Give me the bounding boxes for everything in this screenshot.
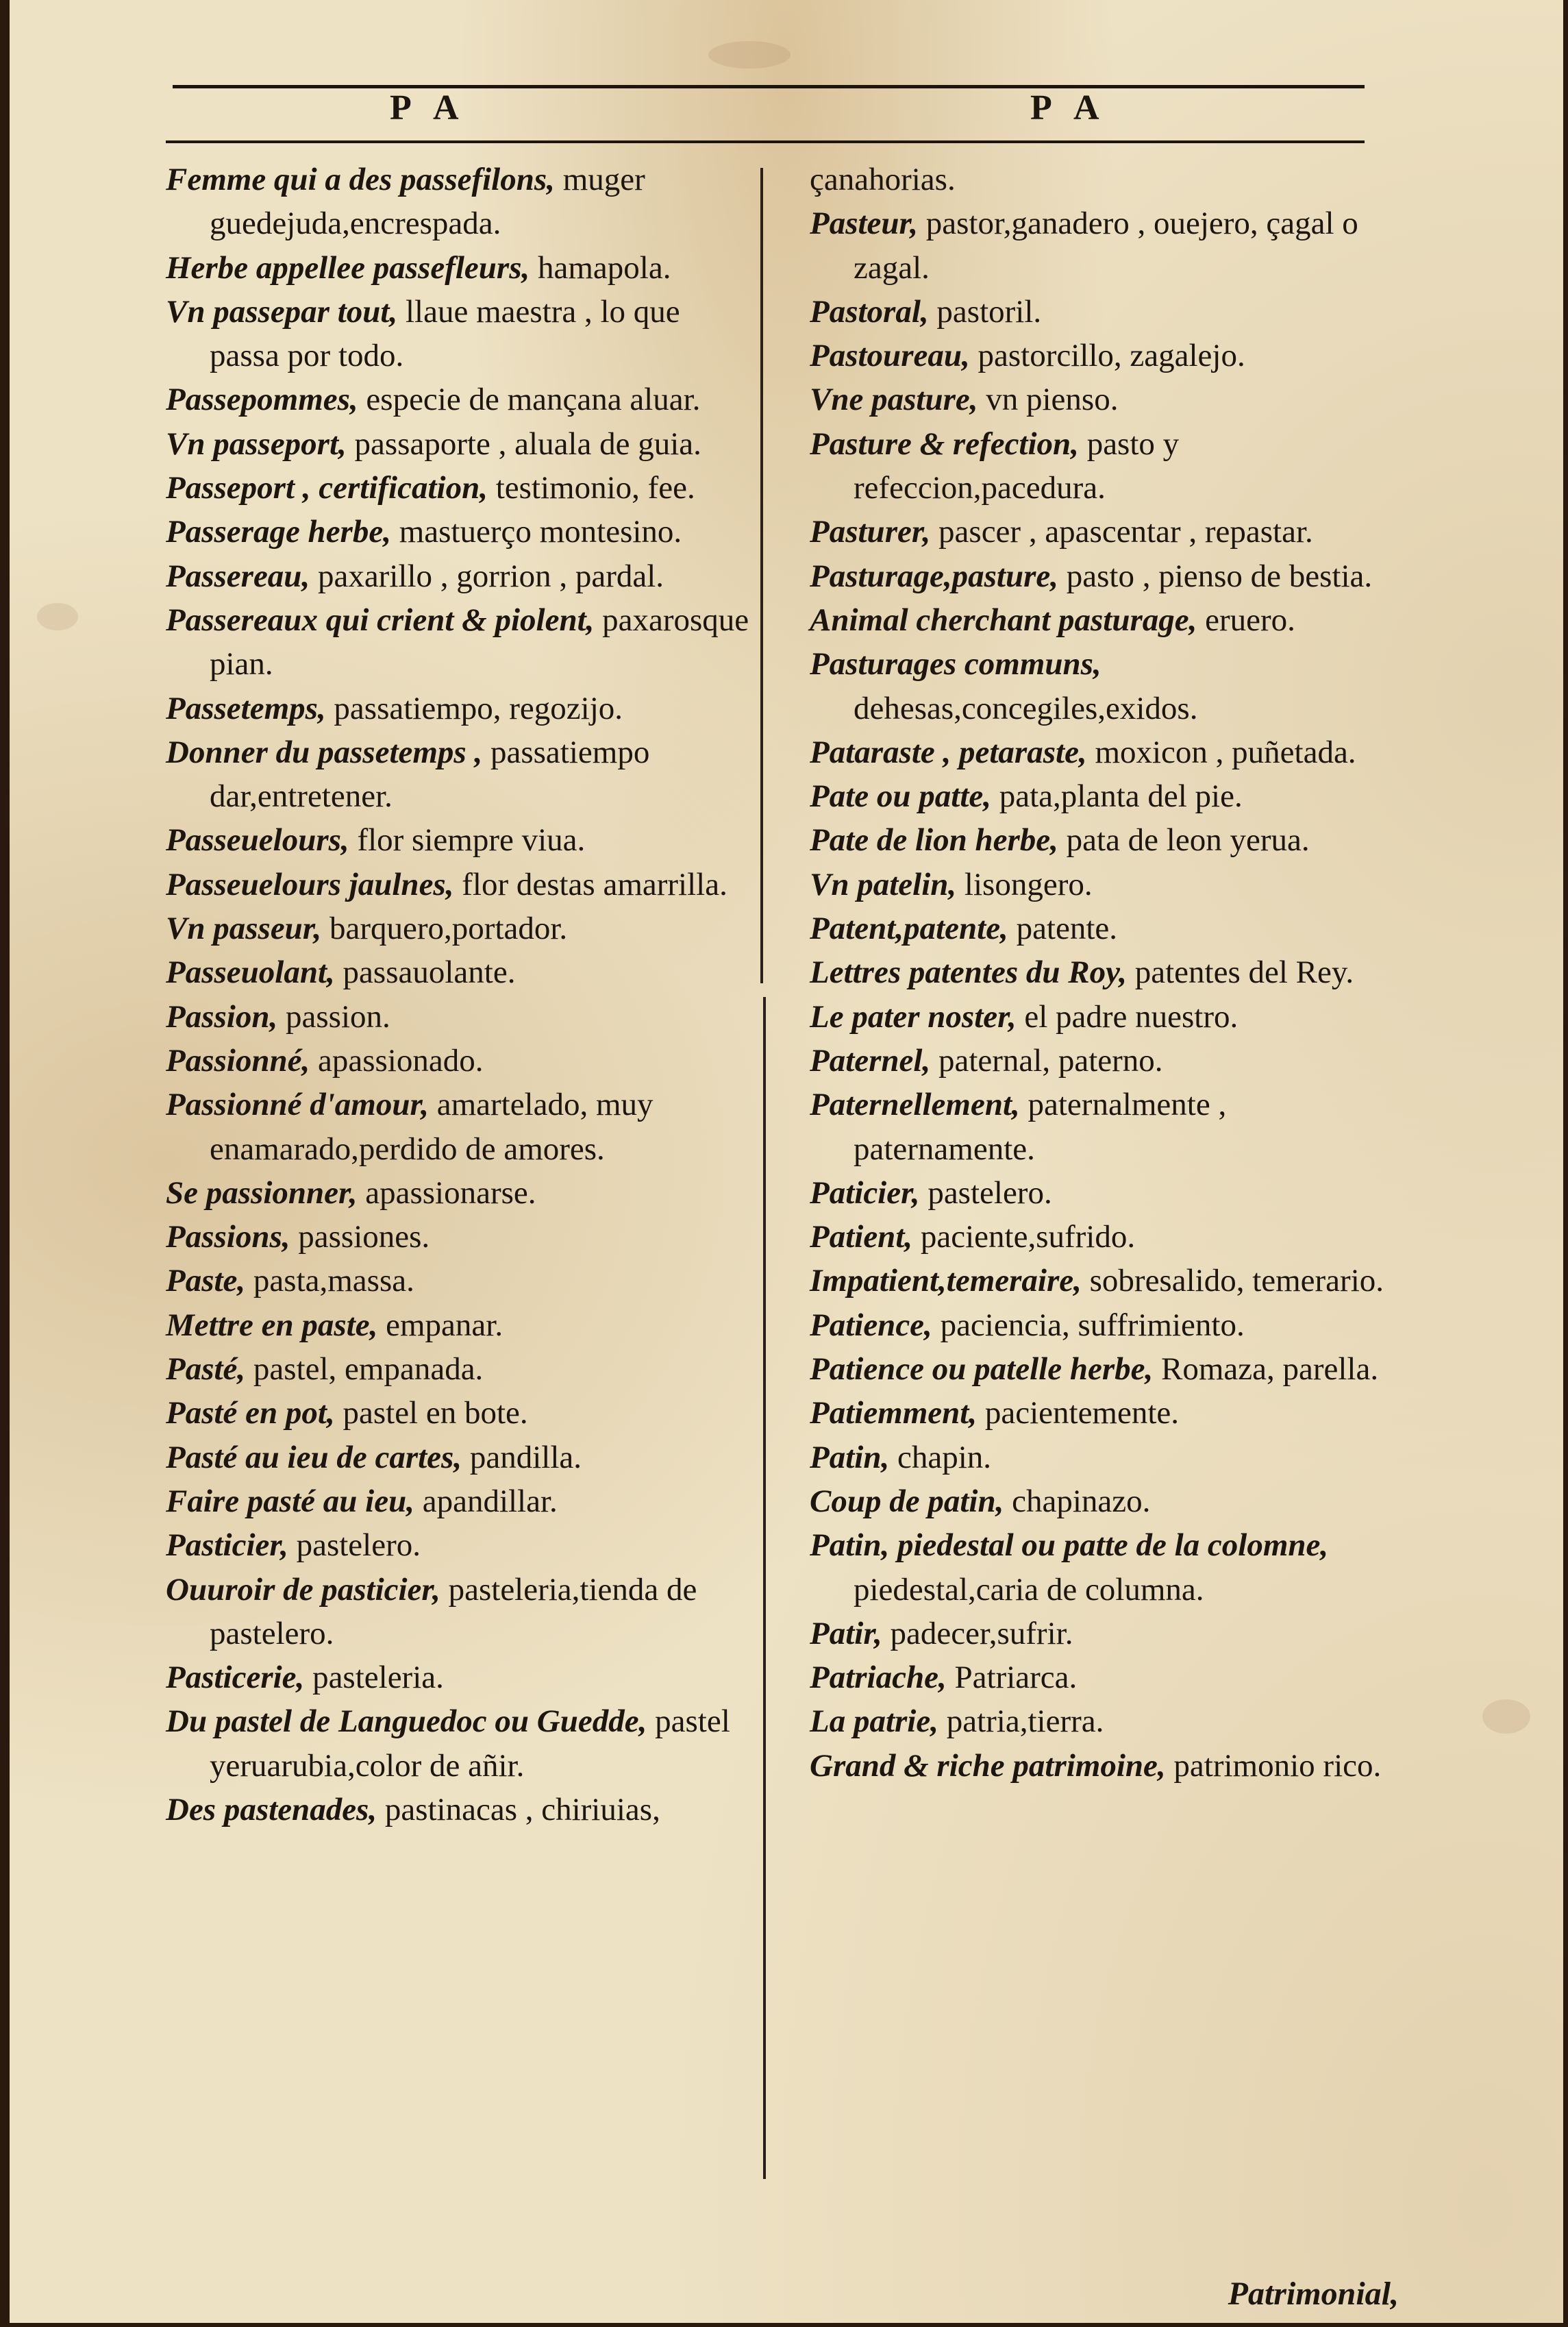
dictionary-entry xyxy=(166,995,755,1039)
headword: Vne pasture, xyxy=(810,382,978,418)
dictionary-entry xyxy=(166,907,755,950)
translation: passaporte , aluala de guia. xyxy=(346,426,701,462)
dictionary-entry xyxy=(166,687,755,730)
translation: patria,tierra. xyxy=(938,1703,1104,1740)
translation: chapin. xyxy=(889,1439,991,1475)
translation: barquero,portador. xyxy=(321,911,568,947)
headword: Lettres patentes du Roy, xyxy=(810,955,1128,991)
dictionary-entry xyxy=(166,1436,755,1479)
translation: pasteleria,tienda de pastelero. xyxy=(210,1571,697,1651)
dictionary-entry xyxy=(166,246,755,290)
headword: Passereaux qui crient & piolent, xyxy=(166,602,595,638)
dictionary-entry xyxy=(166,158,755,246)
translation: sobresalido, temerario. xyxy=(1081,1263,1384,1299)
headword: Pastoral, xyxy=(810,293,929,330)
top-rule xyxy=(173,85,1365,88)
headword: Paticier, xyxy=(810,1174,920,1211)
translation: amartelado, muy enamarado,perdido de amores. xyxy=(210,1087,654,1167)
headword: Passerage herbe, xyxy=(166,514,391,550)
dictionary-entry xyxy=(166,1347,755,1391)
dictionary-entry xyxy=(810,422,1413,510)
translation: passiones. xyxy=(290,1219,430,1255)
headword: Vn patelin, xyxy=(810,866,957,902)
dictionary-entry xyxy=(166,1788,755,1832)
translation: pastelero. xyxy=(288,1527,421,1564)
headword: Herbe appellee passefleurs, xyxy=(166,249,530,286)
headword: Pastoureau, xyxy=(810,338,970,374)
paper-stain xyxy=(708,41,791,69)
translation: muger guedejuda,encrespada. xyxy=(210,162,645,242)
headword: Patriache, xyxy=(810,1660,947,1696)
dictionary-entry xyxy=(810,510,1413,554)
dictionary-entry xyxy=(166,1699,755,1788)
translation: mastuerço montesino. xyxy=(390,514,682,550)
translation: çanahorias. xyxy=(810,162,956,197)
headword: Pataraste , petaraste, xyxy=(810,734,1087,770)
dictionary-entry xyxy=(810,774,1413,818)
headword: Passepommes, xyxy=(166,382,358,418)
dictionary-entry xyxy=(810,1215,1413,1259)
dictionary-entry xyxy=(810,378,1413,421)
translation: pastel en bote. xyxy=(334,1395,528,1431)
dictionary-entry xyxy=(166,466,755,510)
headword: Passions, xyxy=(166,1219,290,1255)
headword: Passereau, xyxy=(166,558,310,594)
headword: Donner du passetemps , xyxy=(166,734,483,770)
headword: Passeuelours, xyxy=(166,822,349,859)
dictionary-entry xyxy=(810,1612,1413,1655)
translation: pastoril. xyxy=(928,293,1042,330)
translation: pastorcillo, zagalejo. xyxy=(969,338,1245,374)
headword: Pasteur, xyxy=(810,206,919,242)
headword: Patin, piedestal ou patte de la colomne, xyxy=(810,1527,1329,1564)
header-right: P A xyxy=(1030,88,1108,127)
dictionary-entry xyxy=(166,1479,755,1523)
translation: paciencia, suffrimiento. xyxy=(932,1307,1245,1343)
translation: lisongero. xyxy=(956,866,1093,902)
translation: pastinacas , chiriuias, xyxy=(377,1791,660,1827)
dictionary-entry xyxy=(166,378,755,421)
dictionary-entry xyxy=(166,1568,755,1656)
headword: Passeuelours jaulnes, xyxy=(166,866,454,902)
translation: pastel, empanada. xyxy=(245,1351,484,1388)
dictionary-entry xyxy=(810,1744,1413,1788)
dictionary-entry xyxy=(166,818,755,862)
translation: pastelero. xyxy=(919,1174,1052,1211)
headword: Du pastel de Languedoc ou Guedde, xyxy=(166,1703,647,1740)
translation: flor destas amarrilla. xyxy=(453,866,727,902)
dictionary-entry xyxy=(810,1039,1413,1083)
translation: paternal, paterno. xyxy=(930,1042,1163,1079)
translation: llaue maestra , lo que passa por todo. xyxy=(210,293,680,374)
dictionary-entry xyxy=(810,334,1413,378)
dictionary-entry xyxy=(166,950,755,994)
headword: Se passionner, xyxy=(166,1174,358,1211)
dictionary-entry xyxy=(166,554,755,598)
headword: Passetemps, xyxy=(166,690,326,726)
translation: paxarosque pian. xyxy=(210,602,749,682)
dictionary-entry xyxy=(810,158,1413,201)
headword: Pasturer, xyxy=(810,514,931,550)
translation: paciente,sufrido. xyxy=(912,1219,1136,1255)
dictionary-entry xyxy=(166,1523,755,1567)
headword: Le pater noster, xyxy=(810,998,1017,1035)
headword: Patin, xyxy=(810,1439,890,1475)
headword: Impatient,temeraire, xyxy=(810,1263,1082,1299)
paper-stain xyxy=(1482,1699,1530,1734)
header-rule xyxy=(166,140,1365,143)
dictionary-entry xyxy=(166,730,755,819)
translation: chapinazo. xyxy=(1004,1483,1151,1519)
headword: Passionné d'amour, xyxy=(166,1087,429,1123)
translation: moxicon , puñetada. xyxy=(1086,734,1356,770)
dictionary-entry xyxy=(810,950,1413,994)
translation: passion. xyxy=(277,998,390,1035)
headword: Pasté au ieu de cartes, xyxy=(166,1439,462,1475)
dictionary-entry xyxy=(810,290,1413,334)
translation: paternalmente , paternamente. xyxy=(854,1087,1227,1167)
dictionary-entry xyxy=(810,730,1413,774)
translation: Romaza, parella. xyxy=(1153,1351,1379,1388)
dictionary-entry xyxy=(810,642,1413,730)
headword: Coup de patin, xyxy=(810,1483,1004,1519)
dictionary-entry xyxy=(166,1171,755,1215)
headword: Paste, xyxy=(166,1263,246,1299)
headword: Pasticier, xyxy=(166,1527,288,1564)
translation: Patriarca. xyxy=(946,1660,1078,1696)
dictionary-entry xyxy=(810,1436,1413,1479)
dictionary-entry xyxy=(810,1347,1413,1391)
translation: patrimonio rico. xyxy=(1165,1747,1382,1784)
translation: piedestal,caria de columna. xyxy=(854,1571,1204,1608)
dictionary-entry xyxy=(166,1391,755,1435)
header-left: P A xyxy=(390,88,467,127)
dictionary-entry xyxy=(166,598,755,687)
dictionary-entry xyxy=(810,863,1413,907)
headword: Ouuroir de pasticier, xyxy=(166,1571,440,1608)
headword: Passion, xyxy=(166,998,278,1035)
column-rule xyxy=(760,168,763,983)
translation: passatiempo dar,entretener. xyxy=(210,734,650,815)
headword: Faire pasté au ieu, xyxy=(166,1483,414,1519)
headword: Passionné, xyxy=(166,1042,310,1079)
translation: padecer,sufrir. xyxy=(882,1615,1073,1651)
headword: Pasté en pot, xyxy=(166,1395,335,1431)
headword: Patir, xyxy=(810,1615,882,1651)
headword: Des pastenades, xyxy=(166,1791,377,1827)
paper-stain xyxy=(37,603,78,630)
dictionary-entry xyxy=(166,1303,755,1347)
headword: Pasture & refection, xyxy=(810,426,1079,462)
translation: flor siempre viua. xyxy=(349,822,586,859)
dictionary-entry xyxy=(810,201,1413,290)
headword: Patience ou patelle herbe, xyxy=(810,1351,1154,1388)
headword: Vn passeur, xyxy=(166,911,322,947)
headword: Paternel, xyxy=(810,1042,931,1079)
dictionary-entry xyxy=(166,1083,755,1171)
translation: paxarillo , gorrion , pardal. xyxy=(310,558,664,594)
dictionary-entry xyxy=(810,907,1413,950)
translation: apassionarse. xyxy=(357,1174,536,1211)
translation: hamapola. xyxy=(530,249,671,286)
dictionary-entry xyxy=(810,1083,1413,1171)
dictionary-entry xyxy=(810,995,1413,1039)
translation: pacientemente. xyxy=(977,1395,1180,1431)
dictionary-entry xyxy=(810,1699,1413,1743)
headword: Pasturage,pasture, xyxy=(810,558,1058,594)
translation: pasteleria. xyxy=(304,1660,444,1696)
dictionary-entry xyxy=(166,1215,755,1259)
translation: vn pienso. xyxy=(978,382,1119,418)
translation: especie de mançana aluar. xyxy=(358,382,701,418)
headword: Animal cherchant pasturage, xyxy=(810,602,1197,638)
headword: Grand & riche patrimoine, xyxy=(810,1747,1166,1784)
headword: Mettre en paste, xyxy=(166,1307,378,1343)
translation: pastel yeruarubia,color de añir. xyxy=(210,1703,730,1784)
translation: el padre nuestro. xyxy=(1016,998,1239,1035)
translation: passauolante. xyxy=(334,955,516,991)
dictionary-entry xyxy=(810,1391,1413,1435)
dictionary-entry xyxy=(166,290,755,378)
translation: pasta,massa. xyxy=(245,1263,414,1299)
dictionary-entry xyxy=(166,863,755,907)
catchword: Patrimonial, xyxy=(1228,2276,1399,2312)
translation: pandilla. xyxy=(462,1439,582,1475)
headword: La patrie, xyxy=(810,1703,938,1740)
dictionary-entry xyxy=(166,422,755,466)
headword: Pasturages communs, xyxy=(810,646,1102,682)
dictionary-entry xyxy=(810,1655,1413,1699)
headword: Paternellement, xyxy=(810,1087,1020,1123)
headword: Vn passepar tout, xyxy=(166,293,398,330)
dictionary-entry xyxy=(810,1479,1413,1523)
dictionary-entry xyxy=(166,510,755,554)
translation: apandillar. xyxy=(414,1483,558,1519)
headword: Pate ou patte, xyxy=(810,778,991,815)
translation: apassionado. xyxy=(310,1042,484,1079)
translation: pata de leon yerua. xyxy=(1058,822,1310,859)
dictionary-entry xyxy=(810,1303,1413,1347)
headword: Passeport , certification, xyxy=(166,470,488,506)
translation: testimonio, fee. xyxy=(487,470,695,506)
translation: patente. xyxy=(1008,911,1118,947)
dictionary-entry xyxy=(166,1259,755,1303)
translation: pastor,ganadero , ouejero, çagal o zagal. xyxy=(854,206,1358,286)
headword: Pasticerie, xyxy=(166,1660,305,1696)
right-column xyxy=(810,158,1413,1788)
dictionary-entry xyxy=(810,1523,1413,1612)
headword: Patience, xyxy=(810,1307,932,1343)
dictionary-entry xyxy=(810,1259,1413,1303)
headword: Passeuolant, xyxy=(166,955,335,991)
translation: pascer , apascentar , repastar. xyxy=(930,514,1313,550)
translation: dehesas,concegiles,exidos. xyxy=(854,690,1198,726)
dictionary-entry xyxy=(810,554,1413,598)
headword: Vn passeport, xyxy=(166,426,347,462)
dictionary-entry xyxy=(166,1039,755,1083)
headword: Patiemment, xyxy=(810,1395,978,1431)
dictionary-entry xyxy=(166,1655,755,1699)
translation: pata,planta del pie. xyxy=(991,778,1243,815)
dictionary-entry xyxy=(810,598,1413,642)
translation: pasto y refeccion,pacedura. xyxy=(854,426,1180,506)
translation: patentes del Rey. xyxy=(1127,955,1354,991)
translation: empanar. xyxy=(377,1307,503,1343)
headword: Pasté, xyxy=(166,1351,246,1388)
column-rule xyxy=(763,997,766,2179)
translation: pasto , pienso de bestia. xyxy=(1058,558,1373,594)
headword: Femme qui a des passefilons, xyxy=(166,162,555,197)
translation: eruero. xyxy=(1197,602,1295,638)
book-page xyxy=(10,0,1563,2323)
headword: Pate de lion herbe, xyxy=(810,822,1058,859)
headword: Patent,patente, xyxy=(810,911,1008,947)
dictionary-entry xyxy=(810,1171,1413,1215)
dictionary-entry xyxy=(810,818,1413,862)
left-column xyxy=(166,158,755,1832)
headword: Patient, xyxy=(810,1219,913,1255)
translation: passatiempo, regozijo. xyxy=(325,690,623,726)
